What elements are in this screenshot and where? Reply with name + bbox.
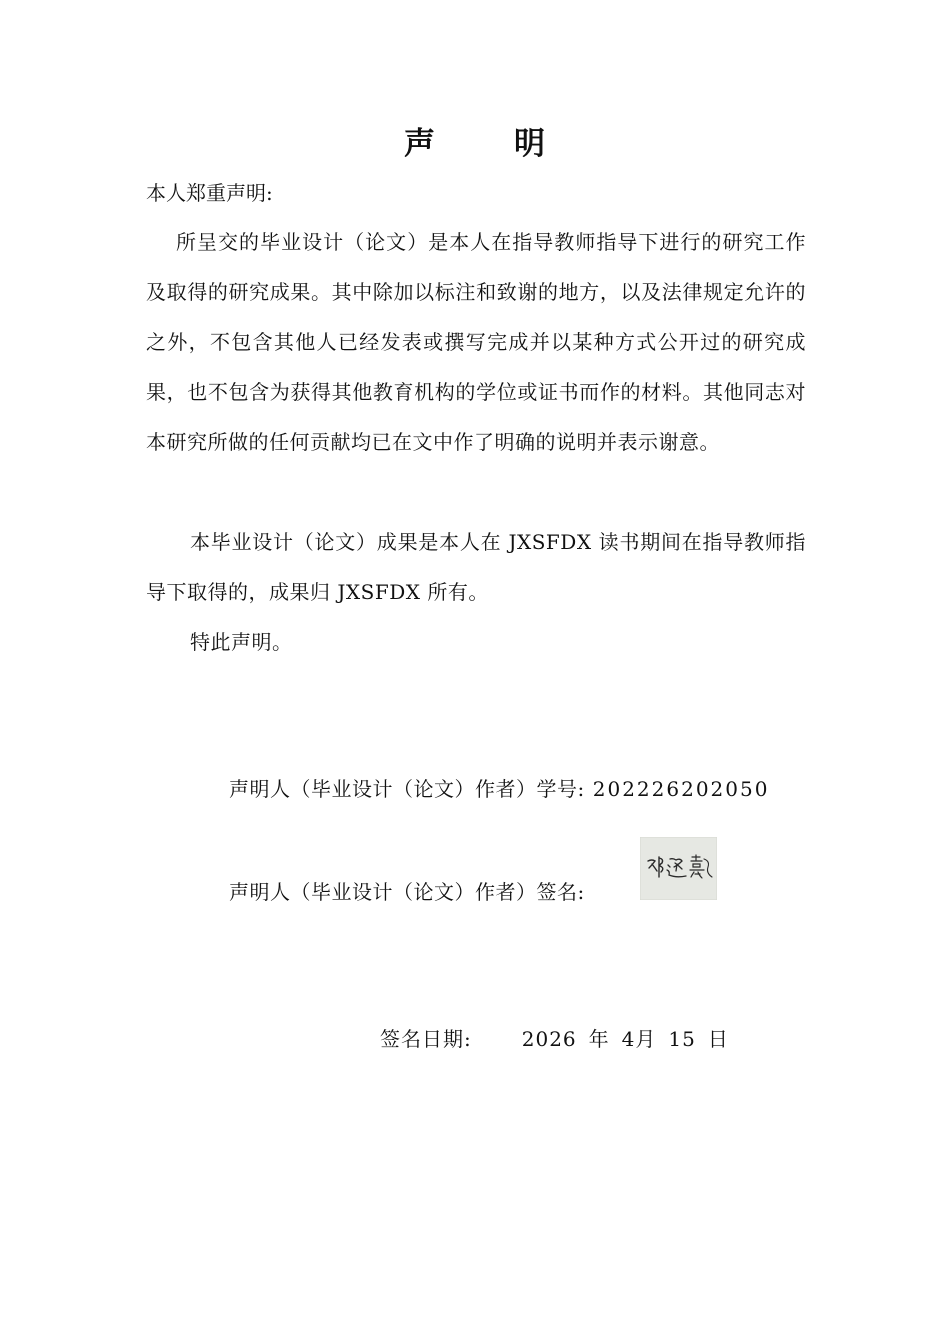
signature-date-line: [380, 1024, 729, 1054]
paragraph-2: 本毕业设计（论文）成果是本人在 JXSFDX 读书期间在指导教师指导下取得的，成果归 JXSFDX 所有。: [146, 530, 806, 604]
title-char-2: 明: [514, 126, 546, 162]
date-day-unit: 日: [707, 1027, 729, 1051]
declarant-signature-line: [229, 877, 585, 907]
paragraph-3: 特此声明。: [190, 630, 293, 654]
date-month-unit: 月: [635, 1027, 657, 1051]
signature-label: 声明人（毕业设计（论文）作者）签名:: [229, 880, 585, 904]
paragraph-1: 所呈交的毕业设计（论文）是本人在指导教师指导下进行的研究工作及取得的研究成果。其中除加以标注和致谢的地方，以及法律规定允许的之外，不包含其他人已经发表或撰写完成并以某种方式公开过的研究成果，也不包含为获得其他教育机构的学位或证书而作的材料。其他同志对本研究所做的任何贡献均已在文中作了明确的说明并表示谢意。: [146, 230, 806, 454]
date-year-unit: 年: [588, 1027, 610, 1051]
student-id-value: 202226202050: [592, 777, 770, 801]
declarant-student-id-line: [229, 774, 769, 804]
date-day: 15: [668, 1027, 696, 1051]
date-label: 签名日期:: [380, 1027, 472, 1051]
student-id-label: 声明人（毕业设计（论文）作者）学号:: [229, 777, 585, 801]
salutation: 本人郑重声明:: [146, 181, 273, 205]
title-char-1: 声: [404, 126, 436, 162]
date-year: 2026: [521, 1027, 577, 1051]
handwritten-signature-image: [640, 837, 717, 900]
date-month: 4: [621, 1027, 636, 1051]
page-title: [0, 118, 950, 163]
